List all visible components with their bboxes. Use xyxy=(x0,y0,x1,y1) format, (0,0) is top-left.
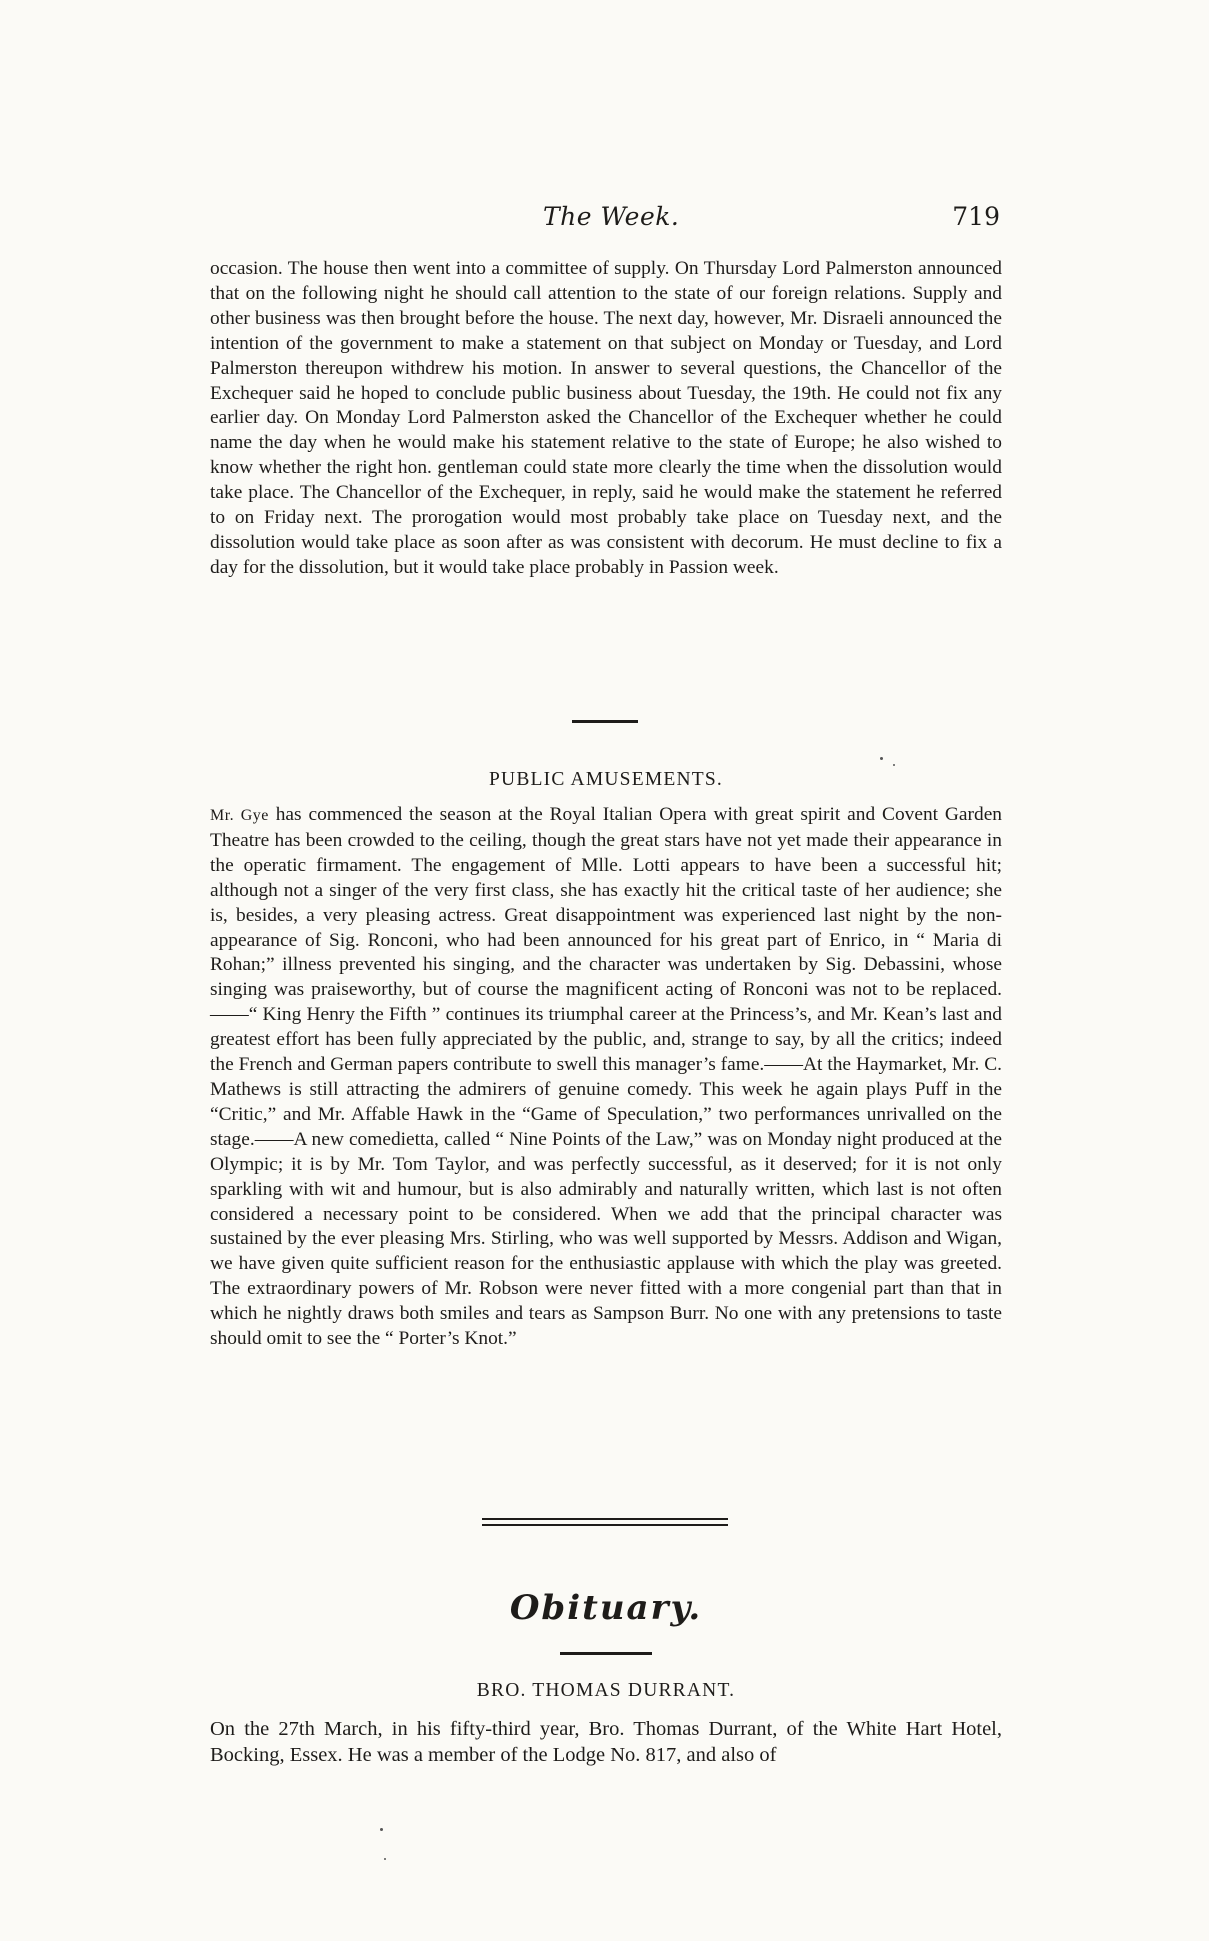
amusements-text xyxy=(210,803,1002,1352)
double-divider xyxy=(482,1518,728,1526)
obituary-subheading: BRO. THOMAS DURRANT. xyxy=(476,1680,736,1701)
paper-speck xyxy=(893,764,895,766)
parliament-text: occasion. The house then went into a committee of supply. On Thursday Lord Palmerston announced that on the following night he should call attention to the state of our foreign relations. Supply and other business was then brought before the house. The next day, however, Mr. Disraeli announced the intention of the government to make a statement on that subject on Monday or Tuesday, and Lord Palmerston thereupon withdrew his motion. In answer to several questions, the Chancellor of the Exchequer said he hoped to conclude public business about Tuesday, the 19th. He could not fix any earlier day. On Monday Lord Palmerston asked the Chancellor of the Exchequer whether he could name the day when he would make his statement relative to the state of Europe; he also wished to know whether the right hon. gentleman could state more clearly the time when the dissolution would take place. The Chancellor of the Exchequer, in reply, said he would make the statement he referred to on Friday next. The prorogation would most probably take place on Tuesday next, and the dissolution would take place as soon after as was consistent with decorum. He must decline to fix a day for the dissolution, but it would take place probably in Passion week. xyxy=(210,258,1002,578)
page-number: 719 xyxy=(952,202,1000,231)
amusements-body: has commenced the season at the Royal Italian Opera with great spirit and Covent Garden Theatre has been crowded to the ceiling, though the great stars have not yet made their appearance in the operatic firmament. The engagement of Mlle. Lotti appears to have been a successful hit; although not a singer of the very first class, she has exactly hit the critical taste of her audience; she is, besides, a very pleasing actress. Great disappointment was experienced last night by the non-appearance of Sig. Ronconi, who had been announced for his great part of Enrico, in “ Maria di Rohan;” illness prevented his singing, and the character was undertaken by Sig. Debassini, whose singing was praiseworthy, but of course the magnificent acting of Ronconi was not to be replaced.——“ King Henry the Fifth ” continues its triumphal career at the Princess’s, and Mr. Kean’s last and greatest effort has been fully appreciated by the public, and, strange to say, by all the critics; indeed the French and German papers contribute to swell this manager’s fame.——At the Haymarket, Mr. C. Mathews is still attracting the admirers of genuine comedy. This week he again plays Puff in the “Critic,” and Mr. Affable Hawk in the “Game of Speculation,” two performances unrivalled on the stage.——A new comedietta, called “ Nine Points of the Law,” was on Monday night produced at the Olympic; it is by Mr. Tom Taylor, and was perfectly successful, as it deserved; for it is not only sparkling with wit and humour, but is also admirably and naturally written, which last is not often considered a necessary point to be considered. When we add that the principal character was sustained by the ever pleasing Mrs. Stirling, who was well supported by Messrs. Addison and Wigan, we have given quite sufficient reason for the enthusiastic applause with which the play was greeted. The extraordinary powers of Mr. Robson were never fitted with a more congenial part than that in which he nightly draws both smiles and tears as Sampson Burr. No one with any pretensions to taste should omit to see the “ Porter’s Knot.” xyxy=(210,804,1002,1350)
paper-speck xyxy=(380,1828,383,1831)
running-title: The Week. xyxy=(543,202,680,231)
obituary-paragraph xyxy=(210,1717,1002,1768)
parliament-paragraph xyxy=(210,257,1002,581)
lead-name: Mr. Gye xyxy=(210,807,269,824)
obituary-title: Obituary. xyxy=(509,1588,703,1628)
paper-speck xyxy=(384,1858,386,1860)
section-divider xyxy=(572,720,638,723)
public-amusements-heading: PUBLIC AMUSEMENTS. xyxy=(489,769,723,790)
obituary-divider xyxy=(560,1652,652,1655)
obituary-text: On the 27th March, in his fifty-third year, Bro. Thomas Durrant, of the White Hart Hotel, Bocking, Essex. He was a member of the Lodge No. 817, and also of xyxy=(210,1718,1002,1766)
paper-speck xyxy=(880,757,883,760)
amusements-paragraph xyxy=(210,803,1002,1352)
page-header xyxy=(210,198,1000,238)
